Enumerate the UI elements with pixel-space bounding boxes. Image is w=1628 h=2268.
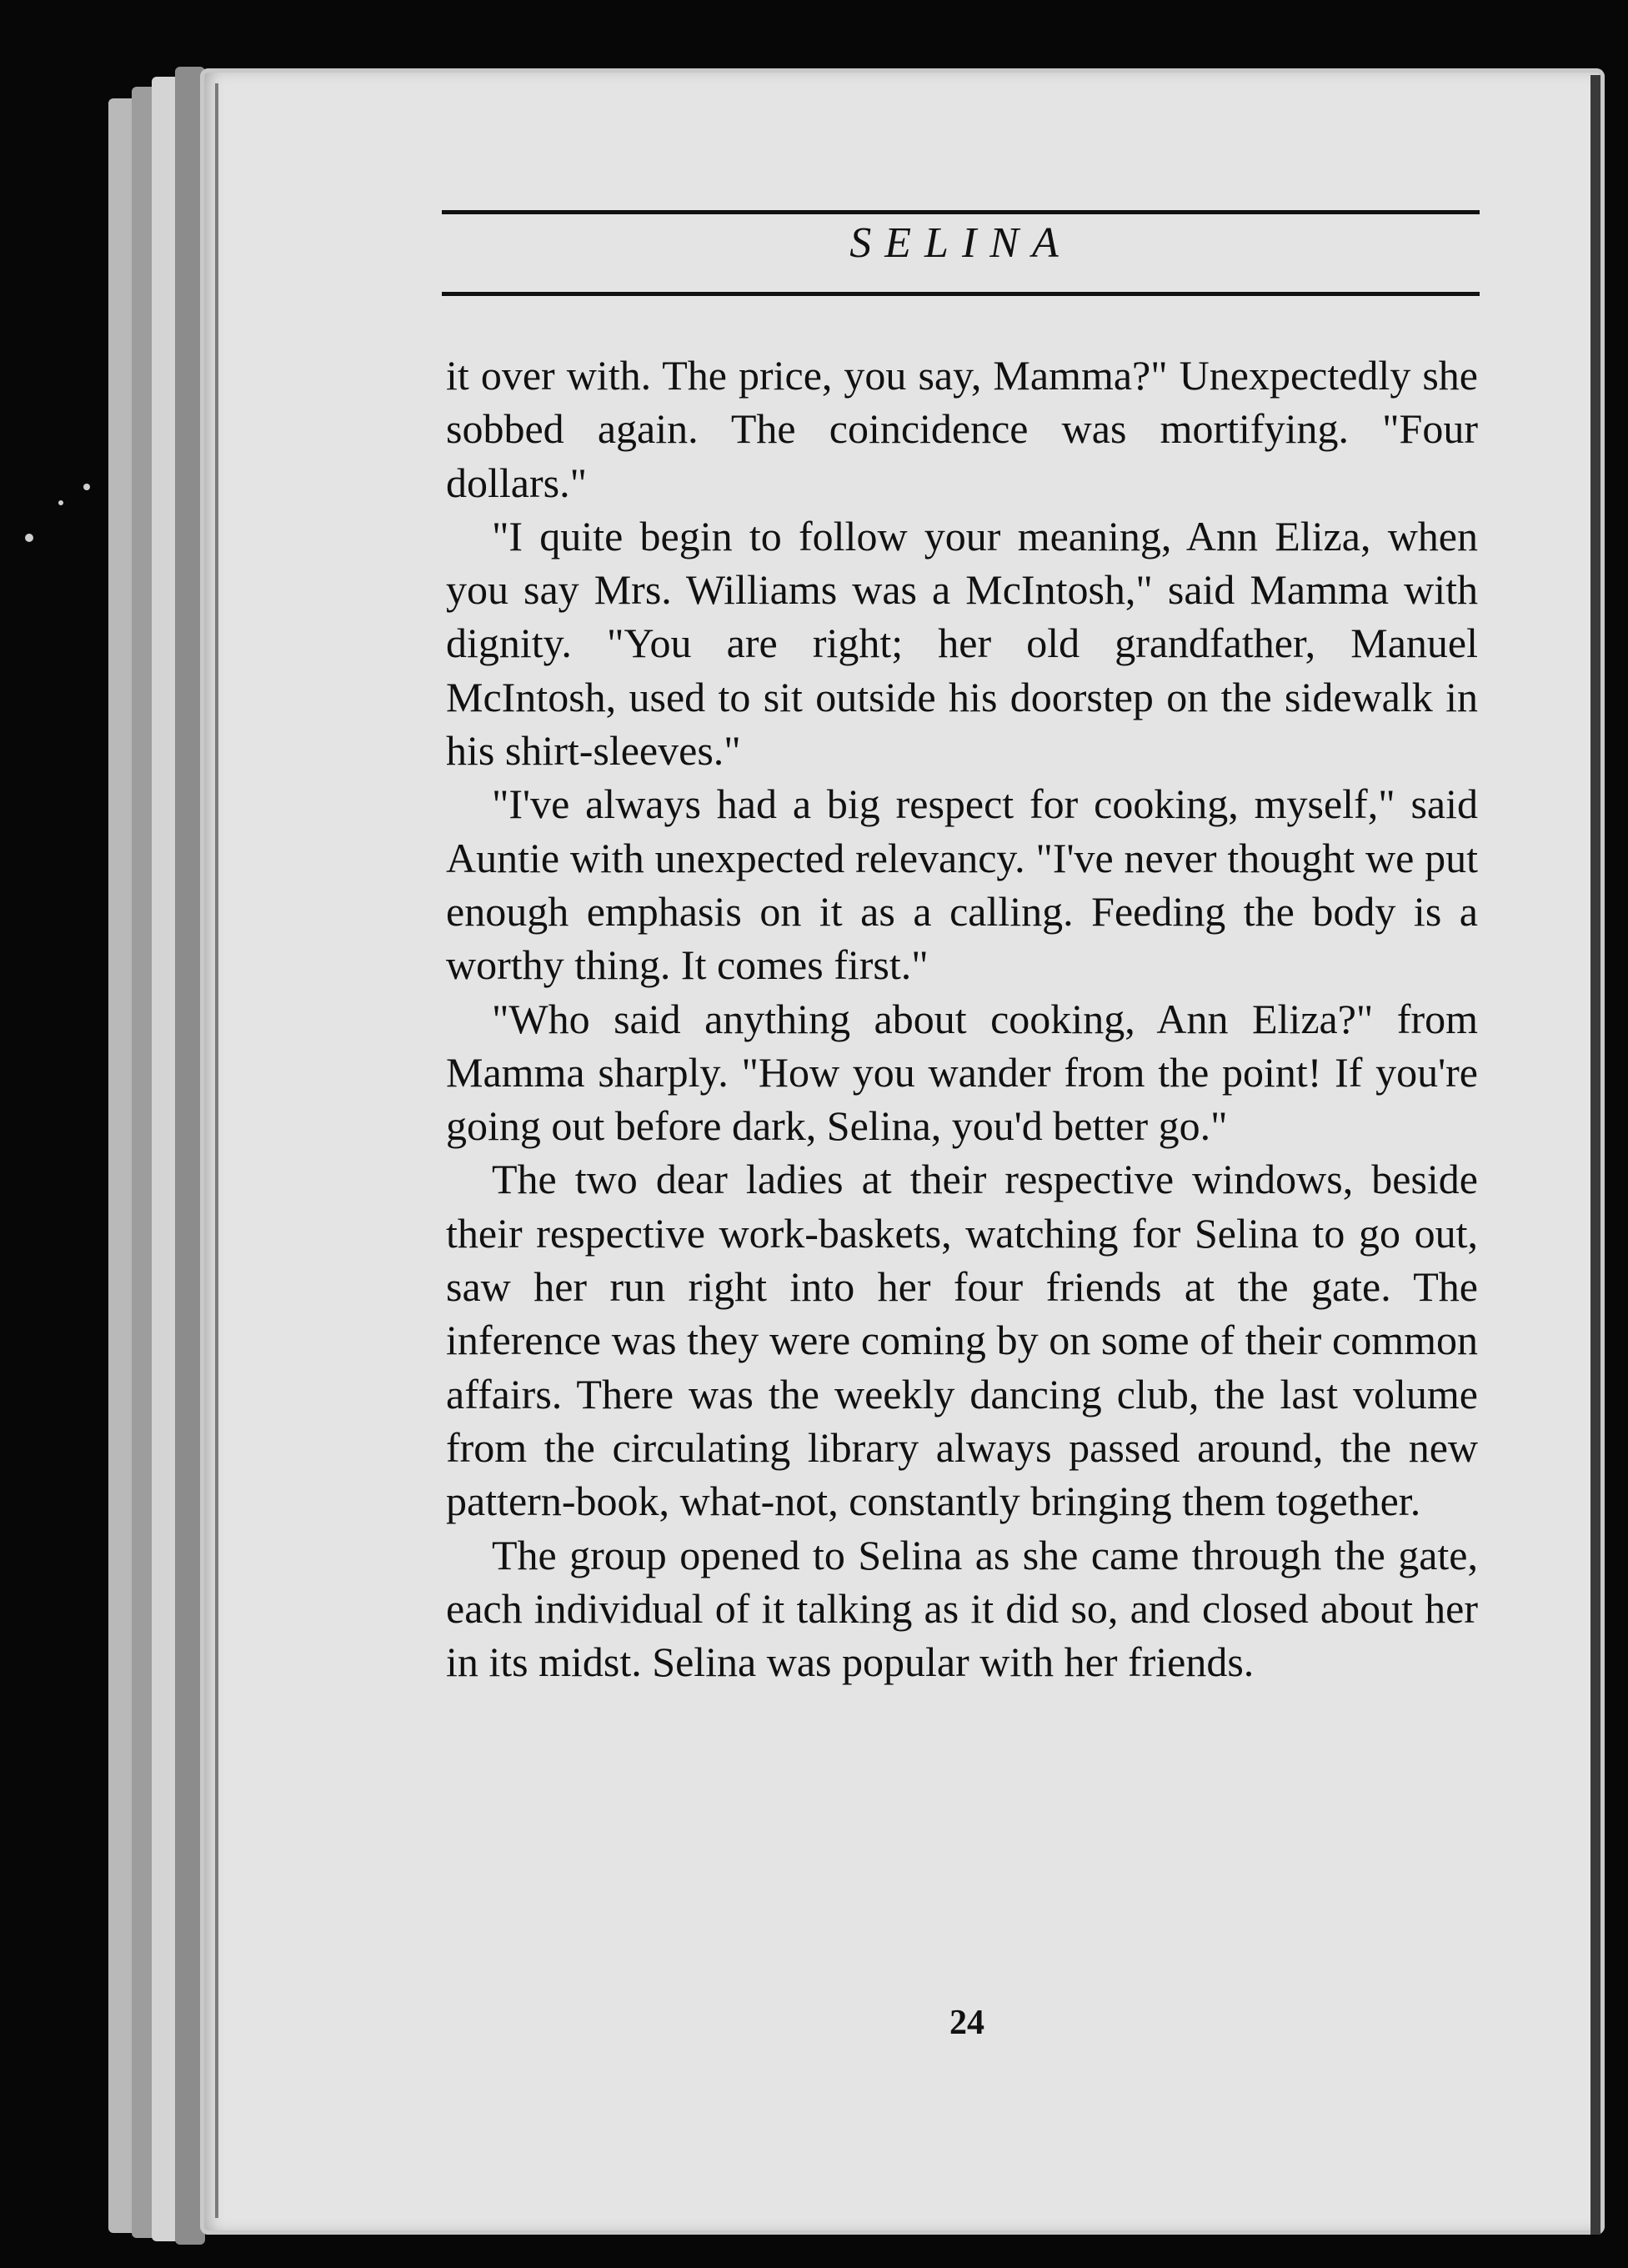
paragraph: it over with. The price, you say, Mamma?" Unexpectedly she sobbed again. The coincidence was mortifying. "Four dollars." (446, 352, 1478, 506)
dust-speck (25, 534, 33, 542)
page-right-edge (1590, 75, 1600, 2235)
header-rule-bottom (442, 292, 1480, 296)
paragraph: The two dear ladies at their respective windows, beside their respective work-baskets, watching for Selina to go out, saw her run right into her four friends at the gate. The inference was they were coming by on some of their common affairs. There was the weekly dancing club, the last volume from the circulating library always passed around, the new pattern-book, what-not, constantly bringing them together. (446, 1156, 1478, 1525)
paragraph: "I quite begin to follow your meaning, Ann Eliza, when you say Mrs. Williams was a McIntosh," said Mamma with dignity. "You are right; her old grandfather, Manuel McIntosh, used to sit outside his doorstep on the sidewalk in his shirt-sleeves." (446, 512, 1478, 775)
dust-speck (83, 484, 90, 490)
dust-speck (58, 500, 63, 505)
header-rule-top (442, 210, 1480, 214)
body-text (446, 349, 1478, 1688)
paragraph: The group opened to Selina as she came through the gate, each individual of it talking as it did so, and closed about her in its midst. Selina was popular with her friends. (446, 1531, 1478, 1686)
page-number: 24 (949, 2004, 984, 2042)
paragraph: "I've always had a big respect for cooking, myself," said Auntie with unexpected relevancy. "I've never thought we put enough emphasis on it as a calling. Feeding the body is a worthy thing. It comes first." (446, 780, 1478, 989)
page-gutter-line (215, 83, 218, 2218)
paragraph: "Who said anything about cooking, Ann Eliza?" from Mamma sharply. "How you wander from the point! If you're going out before dark, Selina, you'd better go." (446, 995, 1478, 1150)
running-head: SELINA (849, 219, 1072, 267)
